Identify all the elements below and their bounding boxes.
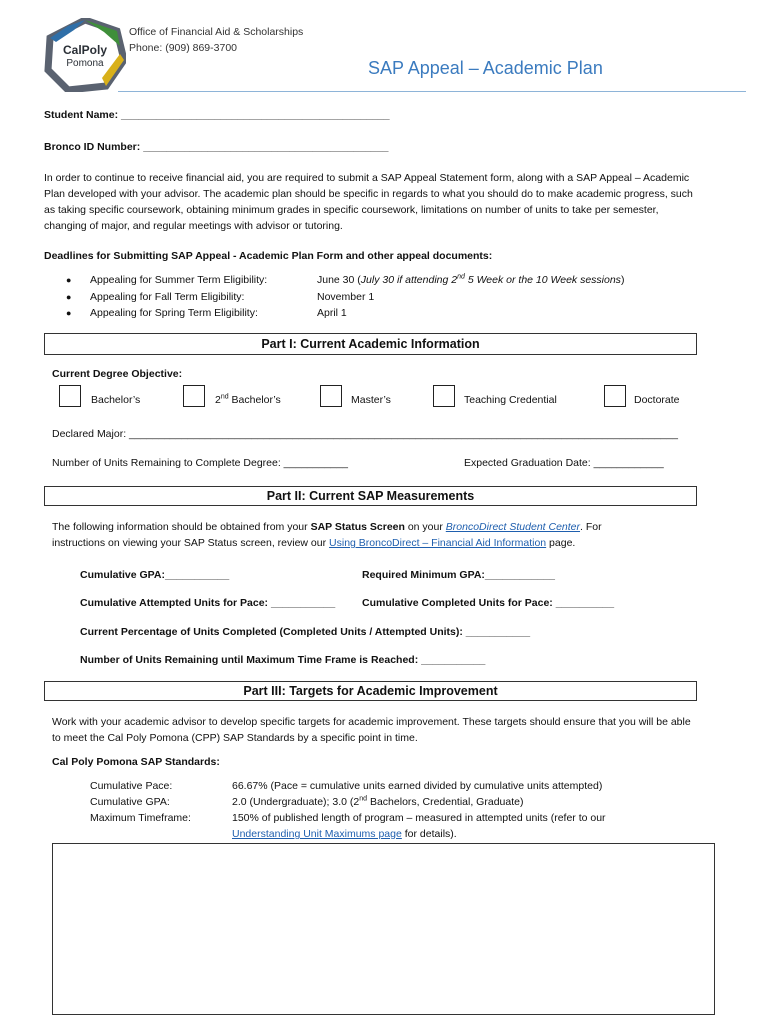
checkbox-teaching-credential[interactable] — [433, 385, 455, 407]
max-timeframe-tail: for details). — [401, 828, 457, 840]
logo-wordmark-pomona: Pomona — [66, 58, 104, 69]
part2-intro-line2-a: instructions on viewing your SAP Status screen, review our — [52, 537, 330, 549]
deadline-fall-label: Appealing for Fall Term Eligibility: — [90, 291, 245, 303]
student-name-blank: ______________________________________________ — [121, 109, 390, 121]
gpa-value-a: 2.0 (Undergraduate); 3.0 (2 — [232, 796, 360, 808]
degree-objective-label: Current Degree Objective: — [52, 368, 183, 380]
option-doctorate: Doctorate — [634, 394, 680, 406]
deadline-summer-date — [317, 272, 624, 288]
attempted-units-field[interactable]: Cumulative Attempted Units for Pace: ___________ — [80, 597, 336, 609]
bronco-id-blank: __________________________________________ — [143, 141, 389, 153]
deadline-spring-label: Appealing for Spring Term Eligibility: — [90, 307, 258, 319]
deadline-summer-note-a: July 30 if attending 2 — [360, 274, 458, 286]
financial-aid-info-link[interactable]: Using BroncoDirect – Financial Aid Information — [329, 537, 547, 549]
logo-wordmark-calpoly: CalPoly — [62, 43, 108, 57]
gpa-value-b: Bachelors, Credential, Graduate) — [367, 796, 524, 808]
option-bachelors: Bachelor’s — [91, 394, 141, 406]
declared-major-field[interactable]: Declared Major: ______________________________________________________________________________________________ — [52, 428, 678, 440]
option-second-bachelors-sup: nd — [220, 393, 229, 401]
deadline-fall-date: November 1 — [317, 291, 375, 303]
cumulative-gpa-field[interactable]: Cumulative GPA:___________ — [80, 569, 230, 581]
part2-intro-line2-b: page. — [546, 537, 576, 549]
pace-label: Cumulative Pace: — [90, 780, 173, 792]
part2-intro-a: The following information should be obtained from your — [52, 521, 311, 533]
deadline-summer-note-b: 5 Week or the 10 Week sessions — [464, 274, 621, 286]
office-phone: Phone: (909) 869-3700 — [129, 42, 237, 54]
option-teaching-credential: Teaching Credential — [464, 394, 557, 406]
intro-text: In order to continue to receive financial aid, you are required to submit a SAP Appeal Statement form, along with a SAP Appeal – Academic Plan developed with your advisor. The academic plan should be specific in regards to what you should do to make academic progress, such as taking specific coursework, obtaining minimum grades in specific coursework, limitations on number of units to take per semester, changing of major, and regular meetings with advisor or tutoring. — [44, 172, 693, 232]
option-second-bachelors-num: 2 — [215, 394, 221, 406]
deadline-summer-close: ) — [620, 274, 625, 286]
header-divider — [118, 91, 746, 92]
checkbox-doctorate[interactable] — [604, 385, 626, 407]
student-name-field[interactable] — [44, 107, 390, 123]
academic-plan-textbox[interactable] — [52, 843, 715, 1015]
deadlines-heading: Deadlines for Submitting SAP Appeal - Academic Plan Form and other appeal documents: — [44, 250, 493, 262]
deadline-summer-note-sup: nd — [457, 273, 465, 281]
gpa-value-sup: nd — [359, 795, 368, 803]
part3-intro-text: Work with your academic advisor to develop specific targets for academic improvement. These targets should ensure that you will be able to meet the Cal Poly Pomona (CPP) SAP Standards by a specific point in time. — [52, 716, 691, 744]
units-remaining-field[interactable]: Number of Units Remaining to Complete Degree: ___________ — [52, 457, 348, 469]
bullet-icon: ● — [66, 308, 72, 318]
part2-intro-bold: SAP Status Screen — [310, 521, 405, 533]
cal-poly-pomona-logo — [44, 18, 126, 92]
part2-intro-line2 — [52, 535, 575, 551]
intro-paragraph — [44, 170, 694, 234]
part2-header: Part II: Current SAP Measurements — [44, 486, 697, 506]
bullet-icon: ● — [66, 292, 72, 302]
student-name-label: Student Name: — [44, 109, 119, 121]
required-gpa-field[interactable]: Required Minimum GPA:____________ — [362, 569, 555, 581]
checkbox-second-bachelors[interactable] — [183, 385, 205, 407]
gpa-label: Cumulative GPA: — [90, 796, 170, 808]
bronco-id-label: Bronco ID Number: — [44, 141, 141, 153]
part3-intro — [52, 714, 692, 746]
deadline-summer-label: Appealing for Summer Term Eligibility: — [90, 274, 268, 286]
part2-intro-line1 — [52, 519, 602, 535]
units-until-max-field[interactable]: Number of Units Remaining until Maximum Time Frame is Reached: ___________ — [80, 654, 486, 666]
completed-units-field[interactable]: Cumulative Completed Units for Pace: __________ — [362, 597, 615, 609]
part2-intro-b: on your — [404, 521, 446, 533]
option-second-bachelors-text: Bachelor’s — [228, 394, 281, 406]
bronco-id-field[interactable] — [44, 139, 388, 155]
option-masters: Master’s — [351, 394, 391, 406]
max-timeframe-line2 — [232, 826, 457, 842]
max-timeframe-value: 150% of published length of program – measured in attempted units (refer to our — [232, 812, 606, 824]
deadline-summer-date-main: June 30 ( — [317, 274, 361, 286]
part2-intro-c: . For — [580, 521, 602, 533]
pace-value: 66.67% (Pace = cumulative units earned divided by cumulative units attempted) — [232, 780, 603, 792]
deadline-spring-date: April 1 — [317, 307, 347, 319]
page-title: SAP Appeal – Academic Plan — [368, 58, 603, 78]
part1-header: Part I: Current Academic Information — [44, 333, 697, 355]
standards-heading: Cal Poly Pomona SAP Standards: — [52, 756, 220, 768]
option-second-bachelors — [215, 392, 281, 408]
office-name: Office of Financial Aid & Scholarships — [129, 26, 304, 38]
broncodirect-link[interactable]: BroncoDirect Student Center — [445, 521, 581, 533]
unit-maximums-link[interactable]: Understanding Unit Maximums page — [232, 828, 402, 840]
bullet-icon: ● — [66, 275, 72, 285]
checkbox-masters[interactable] — [320, 385, 342, 407]
percentage-completed-field[interactable]: Current Percentage of Units Completed (Completed Units / Attempted Units): ___________ — [80, 626, 531, 638]
checkbox-bachelors[interactable] — [59, 385, 81, 407]
max-timeframe-label: Maximum Timeframe: — [90, 812, 191, 824]
part3-header: Part III: Targets for Academic Improvement — [44, 681, 697, 701]
graduation-date-field[interactable]: Expected Graduation Date: ____________ — [464, 457, 664, 469]
gpa-value — [232, 794, 523, 810]
